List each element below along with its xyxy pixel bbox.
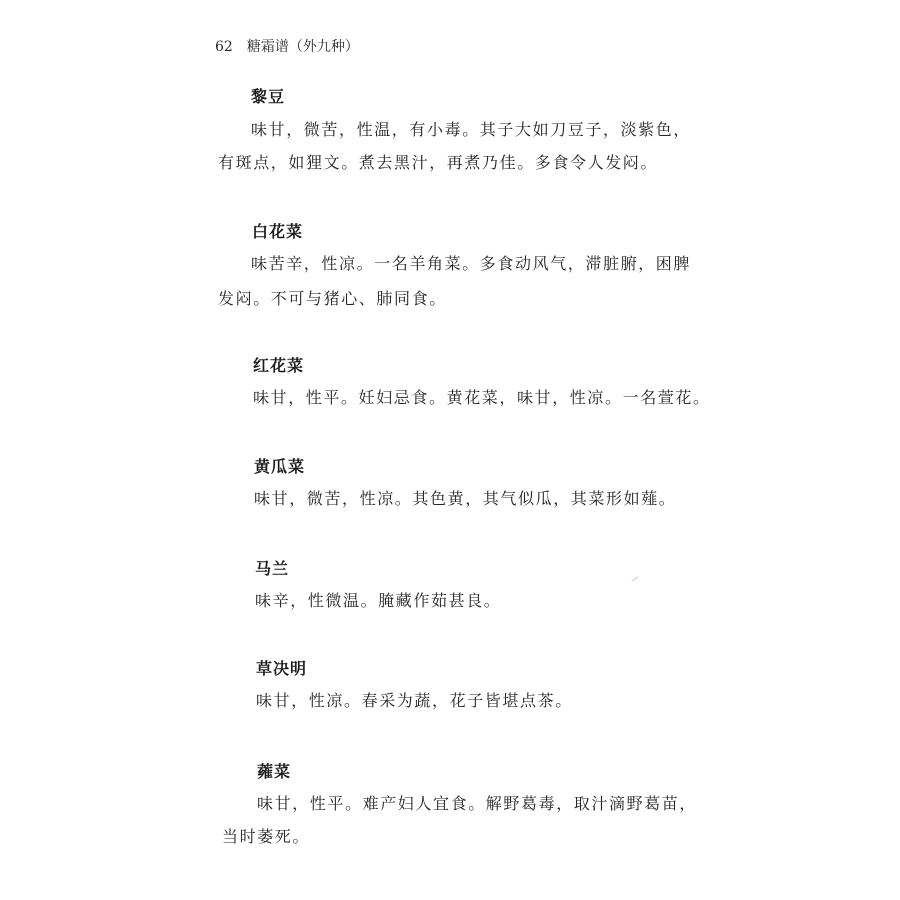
entry-text-line: 味苦辛，性凉。一名羊角菜。多食动风气，滞脏腑，困脾 <box>251 254 692 273</box>
entry-title: 红花菜 <box>253 356 305 375</box>
entry-text-line: 发闷。不可与猪心、肺同食。 <box>218 289 447 308</box>
entry-title: 草决明 <box>256 659 308 678</box>
entry-text-line: 味甘，性平。难产妇人宜食。解野葛毒，取汁滴野葛苗， <box>257 794 698 813</box>
entry-text-line: 味甘，微苦，性温，有小毒。其子大如刀豆子，淡紫色， <box>251 120 692 139</box>
page-number: 62 <box>215 39 233 55</box>
entry-text-line: 味甘，性凉。春采为蔬，花子皆堪点茶。 <box>256 691 573 710</box>
paper-speck <box>631 576 639 582</box>
entry-title: 马兰 <box>255 559 290 578</box>
entry-title: 黎豆 <box>251 87 286 106</box>
running-head <box>215 36 359 56</box>
book-title: 糖霜谱（外九种） <box>246 39 359 55</box>
entry-text-line: 味辛，性微温。腌藏作茹甚良。 <box>255 591 502 610</box>
entry-text-line: 味甘，微苦，性凉。其色黄，其气似瓜，其菜形如薤。 <box>254 489 677 508</box>
entry-title: 蕹菜 <box>257 762 292 781</box>
entry-text-line: 有斑点，如狸文。煮去黑汁，再煮乃佳。多食令人发闷。 <box>218 153 659 172</box>
entry-title: 白花菜 <box>252 222 304 241</box>
entry-text-line: 当时萎死。 <box>222 827 311 846</box>
entry-title: 黄瓜菜 <box>254 457 306 476</box>
entry-text-line: 味甘，性平。妊妇忌食。黄花菜，味甘，性凉。一名萱花。 <box>253 388 711 407</box>
